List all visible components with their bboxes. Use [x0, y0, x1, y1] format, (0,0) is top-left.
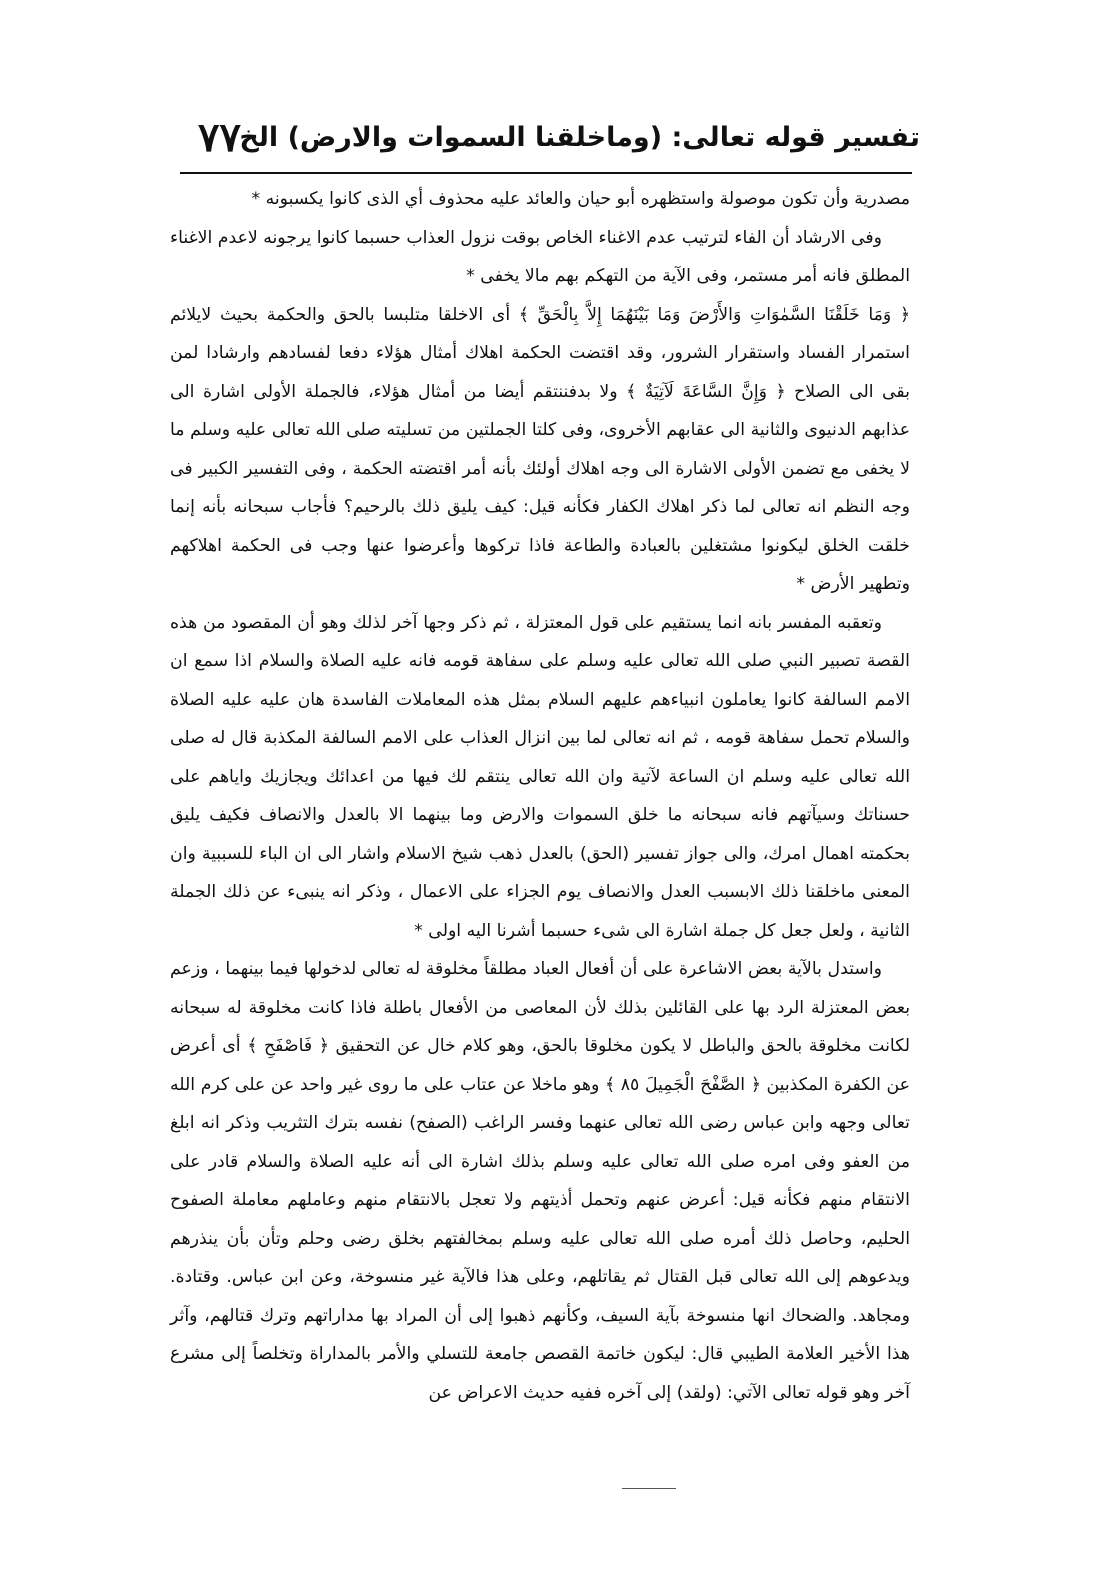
- paragraph: مصدرية وأن تكون موصولة واستظهره أبو حيان والعائد عليه محذوف أي الذى كانوا يكسبونه *: [251, 189, 910, 209]
- paragraph: وتعقبه المفسر بانه انما يستقيم على قول المعتزلة ، ثم ذكر وجها آخر لذلك وهو أن المقصود من هذه القصة تصبير النبي صلى الله تعالى عليه وسلم على سفاهة قومه فانه عليه الصلاة والسلام اذا سمع ان الامم السالفة كانوا يعاملون انبياءهم عليهم السلام بمثل هذه المعاملات الفاسدة هان عليه عليه الصلاة والسلام تحمل سفاهة قومه ، ثم انه تعالى لما بين انزال العذاب على الامم السالفة المكذبة قال له صلى الله تعالى عليه وسلم ان الساعة لآتية وان الله تعالى ينتقم لك فيها من اعدائك ويجازيك واياهم على حسناتك وسيآتهم فانه سبحانه ما خلق السموات والارض وما بينهما الا بالعدل والانصاف فكيف يليق بحكمته اهمال امرك، والى جواز تفسير (الحق) بالعدل ذهب شيخ الاسلام واشار الى ان الباء للسببية وان المعنى ماخلقنا ذلك الابسبب العدل والانصاف يوم الجزاء على الاعمال ، وذكر انه ينبىء عن ذلك الجملة الثانية ، ولعل جعل كل جملة اشارة الى شىء حسبما أشرنا اليه اولى *: [170, 612, 910, 941]
- header-rule: [180, 172, 912, 174]
- paragraph: ﴿ وَمَا خَلَقْنَا السَّمٰوَاتِ وَالأَرْضَ وَمَا بَيْنَهُمَا إِلاَّ بِالْحَقِّ ﴾ أى الاخلقا متلبسا بالحق والحكمة بحيث لايلائم استمرار الفساد واستقرار الشرور، وقد اقتضت الحكمة اهلاك أمثال هؤلاء دفعا لفسادهم وارشادا لمن بقى الى الصلاح ﴿ وَإِنَّ السَّاعَةَ لَآتِيَةٌ ﴾ ولا بدفننتقم أيضا من أمثال هؤلاء، فالجملة الأولى اشارة الى عذابهم الدنيوى والثانية الى عقابهم الأخروى، وفى كلتا الجملتين من تسليته صلى الله تعالى عليه وسلم ما لا يخفى مع تضمن الأولى الاشارة الى وجه اهلاك أولئك بأنه أمر اقتضته الحكمة ، وفى التفسير الكبير فى وجه النظم انه تعالى لما ذكر اهلاك الكفار فكأنه قيل: كيف يليق ذلك بالرحيم؟ فأجاب سبحانه بأنه إنما خلقت الخلق ليكونوا مشتغلين بالعبادة والطاعة فاذا تركوها وأعرضوا عنها وجب فى الحكمة اهلاكهم وتطهير الأرض *: [170, 304, 910, 594]
- running-title: تفسير قوله تعالى: (وماخلقنا السموات والارض) الخ: [239, 122, 920, 153]
- page-header: [180, 108, 920, 170]
- page-number: ٧٧: [198, 114, 241, 161]
- body-text: [170, 180, 910, 1412]
- paragraph: وفى الارشاد أن الفاء لترتيب عدم الاغناء الخاص بوقت نزول العذاب حسبما كانوا يرجونه لاعدم الاغناء المطلق فانه أمر مستمر، وفى الآية من التهكم بهم مالا يخفى *: [170, 227, 910, 286]
- paragraph: واستدل بالآية بعض الاشاعرة على أن أفعال العباد مطلقاً مخلوقة له تعالى لدخولها فيما بينهما ، وزعم بعض المعتزلة الرد بها على القائلين بذلك لأن المعاصى من الأفعال باطلة فاذا كانت مخلوقة له سبحانه لكانت مخلوقة بالحق والباطل لا يكون مخلوقا بالحق، وهو كلام خال عن التحقيق ﴿ فَاصْفَحِ ﴾ أى أعرض عن الكفرة المكذبين ﴿ الصَّفْحَ الْجَمِيلَ ٨٥ ﴾ وهو ماخلا عن عتاب على ما روى غير واحد عن على كرم الله تعالى وجهه وابن عباس رضى الله تعالى عنهما وفسر الراغب (الصفح) نفسه بترك التثريب وذكر انه ابلغ من العفو وفى امره صلى الله تعالى عليه وسلم بذلك اشارة الى أنه عليه الصلاة والسلام قادر على الانتقام منهم فكأنه قيل: أعرض عنهم وتحمل أذيتهم ولا تعجل بالانتقام منهم وعاملهم معاملة الصفوح الحليم، وحاصل ذلك أمره صلى الله تعالى عليه وسلم بمخالفتهم بخلق رضى وحلم وتأن بأن ينذرهم ويدعوهم إلى الله تعالى قبل القتال ثم يقاتلهم، وعلى هذا فالآية غير منسوخة، وعن ابن عباس. وقتادة. ومجاهد. والضحاك انها منسوخة بآية السيف، وكأنهم ذهبوا إلى أن المراد بها مداراتهم وترك قتالهم، وآثر هذا الأخير العلامة الطيبي قال: ليكون خاتمة القصص جامعة للتسلي والأمر بالمداراة وتخلصاً إلى مشرع آخر وهو قوله تعالى الآتي: (ولقد) إلى آخره ففيه حديث الاعراض عن: [170, 959, 910, 1403]
- footer-rule: [622, 1488, 676, 1489]
